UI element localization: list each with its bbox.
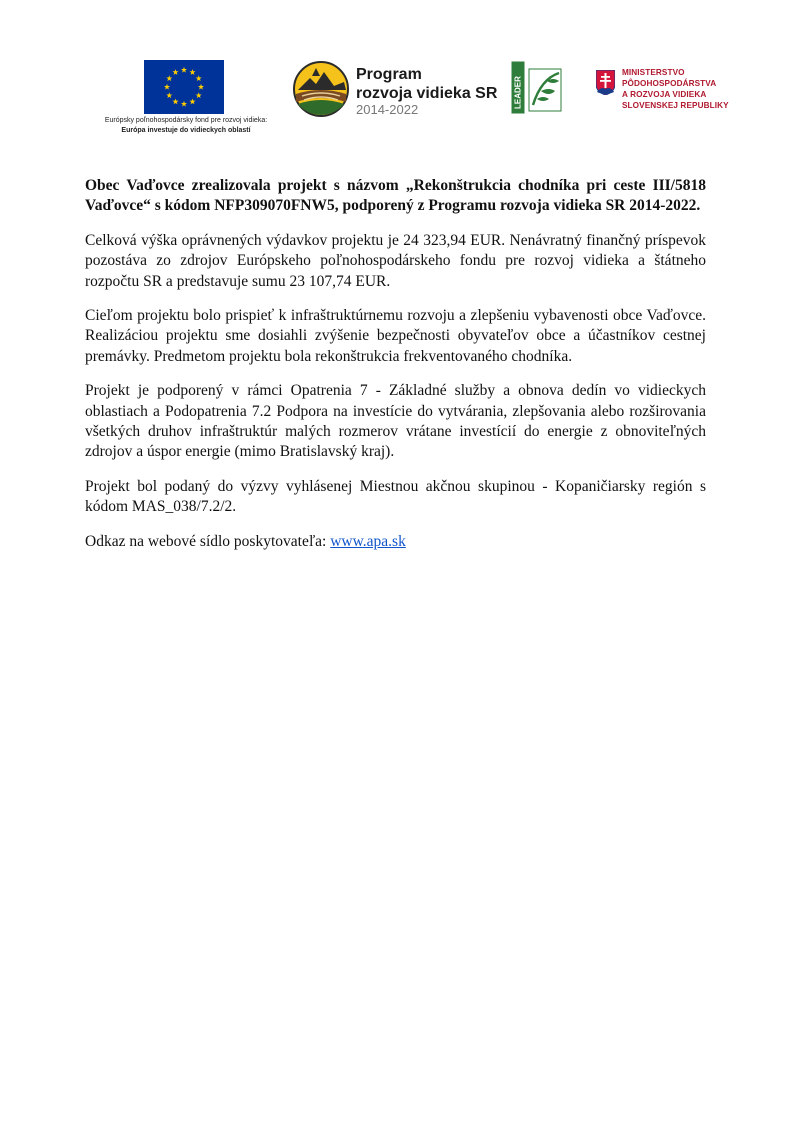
eu-star-icon — [196, 75, 202, 81]
eu-flag-icon — [144, 60, 224, 114]
leader-logo — [511, 61, 563, 114]
document-body — [85, 176, 706, 566]
leader-emblem-icon — [511, 61, 563, 114]
prv-years: 2014-2022 — [356, 102, 419, 117]
ministry-line3: A ROZVOJA VIDIEKA — [622, 90, 707, 99]
eu-star-icon — [172, 69, 178, 75]
eu-star-icon — [189, 69, 195, 75]
paragraph-costs: Celková výška oprávnených výdavkov projektu je 24 323,94 EUR. Nenávratný finančný príspevok pozostáva zo zdrojov Európskeho poľnohospodárskeho fondu pre rozvoj vidieka a štátneho rozpočtu SR a predstavuje sumu 23 107,74 EUR. — [85, 231, 706, 290]
prv-logo — [292, 58, 502, 120]
eu-star-icon — [166, 75, 172, 81]
ministry-logo — [596, 68, 746, 118]
eu-caption-line1: Európsky poľnohospodársky fond pre rozvoj vidieka: — [104, 117, 268, 124]
leader-text: LEADER — [513, 76, 523, 109]
eu-star-icon — [166, 92, 172, 98]
eu-star-icon — [189, 99, 195, 105]
project-heading: Obec Vaďovce zrealizovala projekt s názvom „Rekonštrukcia chodníka pri ceste III/5818 Vaďovce“ s kódom NFP309070FNW5, podporený z Programu rozvoja vidieka SR 2014-2022. — [85, 177, 706, 215]
paragraph-measure: Projekt je podporený v rámci Opatrenia 7 - Základné služby a obnova dedín vo vidieckych oblastiach a Podopatrenia 7.2 Podpora na investície do vytvárania, zlepšovania alebo rozširovania všetkých druhov infraštruktúr malých rozmerov vrátane investícií do energie z obnoviteľných zdrojov a úspor energie (mimo Bratislavský kraj). — [85, 382, 706, 461]
eu-star-icon — [172, 99, 178, 105]
ministry-line1: MINISTERSTVO — [622, 68, 685, 77]
prv-title-line2: rozvoja vidieka SR — [356, 85, 498, 102]
paragraph-link — [85, 532, 706, 552]
logo-header — [0, 0, 800, 150]
paragraph-goal: Cieľom projektu bolo prispieť k infraštruktúrnemu rozvoju a zlepšeniu vybavenosti obce Vaďovce. Realizáciou projektu sme dosiahli zvýšenie bezpečnosti obyvateľov obce a účastníkov cestnej premávky. Predmetom projektu bola rekonštrukcia frekventovaného chodníka. — [85, 307, 706, 365]
slovak-crest-icon — [596, 70, 615, 95]
apa-website-link[interactable]: www.apa.sk — [330, 532, 406, 550]
eu-star-icon — [181, 67, 187, 73]
paragraph-call: Projekt bol podaný do výzvy vyhlásenej Miestnou akčnou skupinou - Kopaničiarsky región s kódom MAS_038/7.2/2. — [85, 477, 706, 516]
eu-star-icon — [196, 92, 202, 98]
eu-star-icon — [164, 84, 170, 90]
prv-title-line1: Program — [356, 66, 422, 83]
ministry-line4: SLOVENSKEJ REPUBLIKY — [622, 101, 729, 110]
ministry-line2: PÔDOHOSPODÁRSTVA — [622, 79, 717, 88]
eu-star-icon — [198, 84, 204, 90]
link-prefix: Odkaz na webové sídlo poskytovateľa: — [85, 532, 331, 550]
eu-caption-line2: Európa investuje do vidieckych oblastí — [121, 127, 251, 134]
prv-emblem-icon — [292, 60, 350, 118]
eu-star-icon — [181, 101, 187, 107]
